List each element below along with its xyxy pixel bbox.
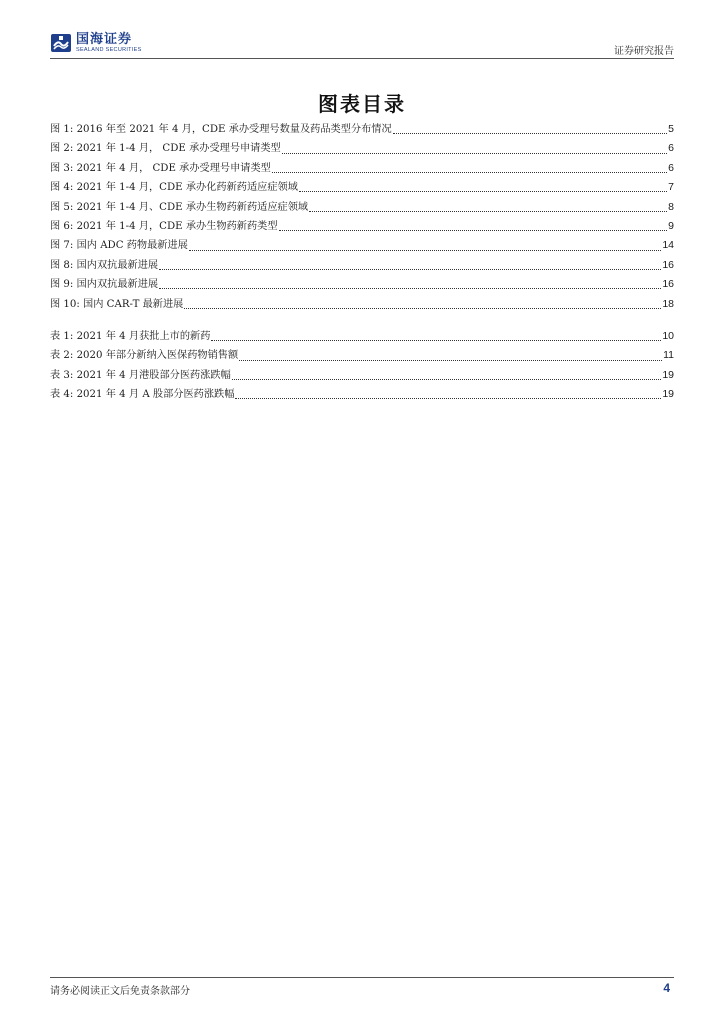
toc-entry-figure-4[interactable]: [50, 178, 674, 197]
figure-list: [50, 120, 674, 314]
dot-leader: [232, 379, 662, 380]
toc-entry-label: 图 6: 2021 年 1-4 月，CDE 承办生物药新药类型: [50, 220, 278, 232]
table-list: [50, 327, 674, 405]
toc-entry-page: 5: [668, 123, 674, 135]
page-header: [50, 28, 674, 58]
logo-name-en: SEALAND SECURITIES: [76, 46, 142, 53]
toc-entry-page: 19: [662, 368, 674, 381]
toc-entry-label: 图 4: 2021 年 1-4 月，CDE 承办化药新药适应症领域: [50, 182, 298, 194]
toc-entry-page: 16: [662, 258, 674, 271]
dot-leader: [282, 153, 667, 154]
toc-entry-page: 11: [663, 349, 674, 362]
toc-entry-label: 图 2: 2021 年 1-4 月， CDE 承办受理号申请类型: [50, 143, 281, 155]
toc-entry-label: 表 3: 2021 年 4 月港股部分医药涨跌幅: [50, 369, 231, 381]
toc-entry-table-1[interactable]: [50, 327, 674, 346]
toc-entry-figure-5[interactable]: [50, 198, 674, 217]
toc-entry-page: 6: [668, 161, 674, 174]
toc-entry-label: 图 3: 2021 年 4 月， CDE 承办受理号申请类型: [50, 162, 271, 174]
toc-entry-page: 14: [662, 239, 674, 252]
toc-entry-figure-3[interactable]: [50, 159, 674, 178]
dot-leader: [393, 133, 667, 134]
toc-entry-page: 9: [668, 219, 674, 232]
toc-entry-label: 表 2: 2020 年部分新纳入医保药物销售额: [50, 350, 239, 362]
sealand-logo: [50, 30, 142, 56]
toc-entry-figure-8[interactable]: [50, 256, 674, 275]
page-number: 4: [663, 981, 670, 995]
toc-entry-label: 图 5: 2021 年 1-4 月、CDE 承办生物药新药适应症领域: [50, 201, 309, 213]
disclaimer-note: 请务必阅读正文后免责条款部分: [50, 986, 190, 997]
dot-leader: [189, 250, 661, 251]
toc-entry-page: 19: [662, 388, 674, 401]
dot-leader: [279, 230, 668, 231]
toc-entry-page: 6: [668, 142, 674, 155]
dot-leader: [235, 398, 661, 399]
dot-leader: [184, 308, 661, 309]
report-type-label: 证券研究报告: [614, 46, 674, 57]
toc-entry-label: 图 1: 2016 年至 2021 年 4 月，CDE 承办受理号数量及药品类型分布情况: [50, 124, 392, 135]
logo-name-cn: 国海证券: [76, 31, 133, 47]
dot-leader: [272, 172, 667, 173]
header-divider: [50, 58, 674, 59]
toc-entry-table-2[interactable]: [50, 346, 674, 365]
toc-entry-figure-9[interactable]: [50, 275, 674, 294]
dot-leader: [239, 360, 662, 361]
toc-entry-label: 图 8: 国内双抗最新进展: [50, 259, 159, 271]
toc-entry-figure-2[interactable]: [50, 139, 674, 158]
page-title: 图表目录: [318, 92, 406, 116]
toc-entry-page: 16: [662, 278, 674, 291]
toc-entry-figure-1[interactable]: [50, 120, 674, 139]
dot-leader: [159, 288, 661, 289]
toc-entry-table-3[interactable]: [50, 366, 674, 385]
toc-entry-page: 18: [662, 297, 674, 310]
toc-entry-label: 图 9: 国内双抗最新进展: [50, 279, 159, 291]
toc-entry-label: 表 1: 2021 年 4 月获批上市的新药: [50, 331, 211, 342]
dot-leader: [309, 211, 667, 212]
footer-divider: [50, 977, 674, 978]
toc-entry-table-4[interactable]: [50, 385, 674, 404]
toc-entry-label: 表 4: 2021 年 4 月 A 股部分医药涨跌幅: [50, 389, 235, 401]
toc-entry-label: 图 7: 国内 ADC 药物最新进展: [50, 240, 188, 252]
toc-entry-label: 图 10: 国内 CAR-T 最新进展: [50, 298, 184, 310]
dot-leader: [299, 191, 667, 192]
dot-leader: [159, 269, 661, 270]
sealand-logo-icon: [50, 32, 72, 54]
toc-entry-page: 7: [668, 181, 674, 194]
toc-entry-figure-7[interactable]: [50, 236, 674, 255]
dot-leader: [211, 340, 661, 341]
toc-entry-figure-10[interactable]: [50, 295, 674, 314]
toc-entry-page: 8: [668, 200, 674, 213]
toc-entry-page: 10: [662, 330, 674, 342]
toc-entry-figure-6[interactable]: [50, 217, 674, 236]
